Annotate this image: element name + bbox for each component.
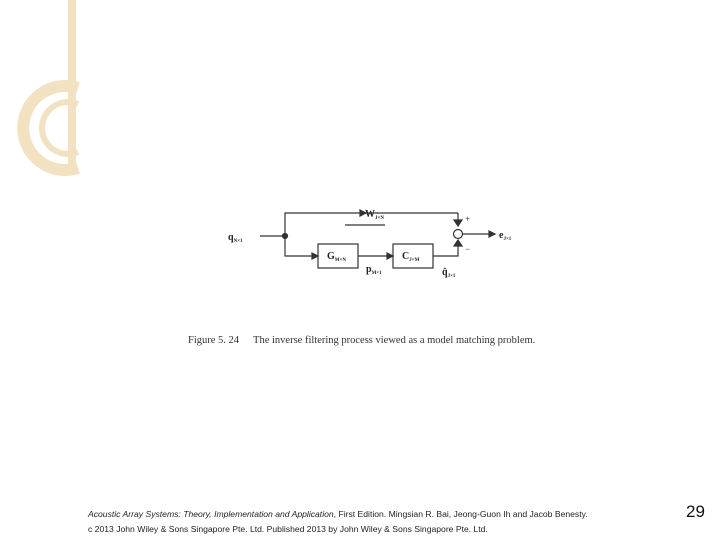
- label-w: $W_{J\times N}$: [365, 209, 384, 221]
- label-qhat-sub: J×1: [447, 274, 456, 279]
- label-w-sub: J×N: [375, 216, 384, 221]
- label-g: $G_{M\times N}$: [327, 251, 346, 263]
- label-e: $e_{J\times 1}$: [499, 230, 512, 242]
- figure-caption: [188, 335, 548, 346]
- label-c: $C_{J\times M}$: [402, 251, 420, 263]
- summing-junction: [454, 230, 463, 239]
- arrow-into-c: [387, 253, 393, 259]
- label-g-sub: M×N: [334, 258, 346, 263]
- decorative-corner-rings: [0, 0, 90, 200]
- citation-authors: , First Edition. Mingsian R. Bai, Jeong-Guon Ih and Jacob Benesty.: [333, 509, 588, 519]
- label-input-q-sub: N×1: [233, 239, 243, 244]
- c-block: [393, 244, 433, 268]
- label-input-q: $q_{N\times 1}$: [228, 232, 243, 244]
- label-p-sub: M×1: [371, 271, 382, 276]
- arrow-into-g: [312, 253, 318, 259]
- citation-footer: [88, 507, 678, 537]
- label-c-sub: J×M: [409, 258, 420, 263]
- sum-arrow-top: [454, 220, 462, 226]
- sign-plus: +: [465, 214, 471, 224]
- sign-minus: −: [465, 244, 471, 254]
- output-arrow: [489, 231, 495, 237]
- book-title: Acoustic Array Systems: Theory, Implementation and Application: [88, 509, 334, 519]
- page-number: 29: [686, 502, 705, 521]
- sum-arrow-bottom: [454, 240, 462, 246]
- label-p: $p_{M\times 1}$: [366, 264, 382, 276]
- g-block: [318, 244, 358, 268]
- copyright-line: c 2013 John Wiley & Sons Singapore Pte. Ltd. Published 2013 by John Wiley & Sons Singapore Pte. Ltd.: [88, 524, 488, 534]
- figure-caption-text: The inverse filtering process viewed as a model matching problem.: [253, 335, 536, 346]
- citation-line-1: [88, 507, 678, 522]
- label-e-sub: J×1: [503, 237, 512, 242]
- figure-number: Figure 5. 24: [188, 335, 240, 346]
- block-diagram: [210, 195, 530, 285]
- label-qhat: $q̂_{J\times 1}$: [442, 267, 456, 279]
